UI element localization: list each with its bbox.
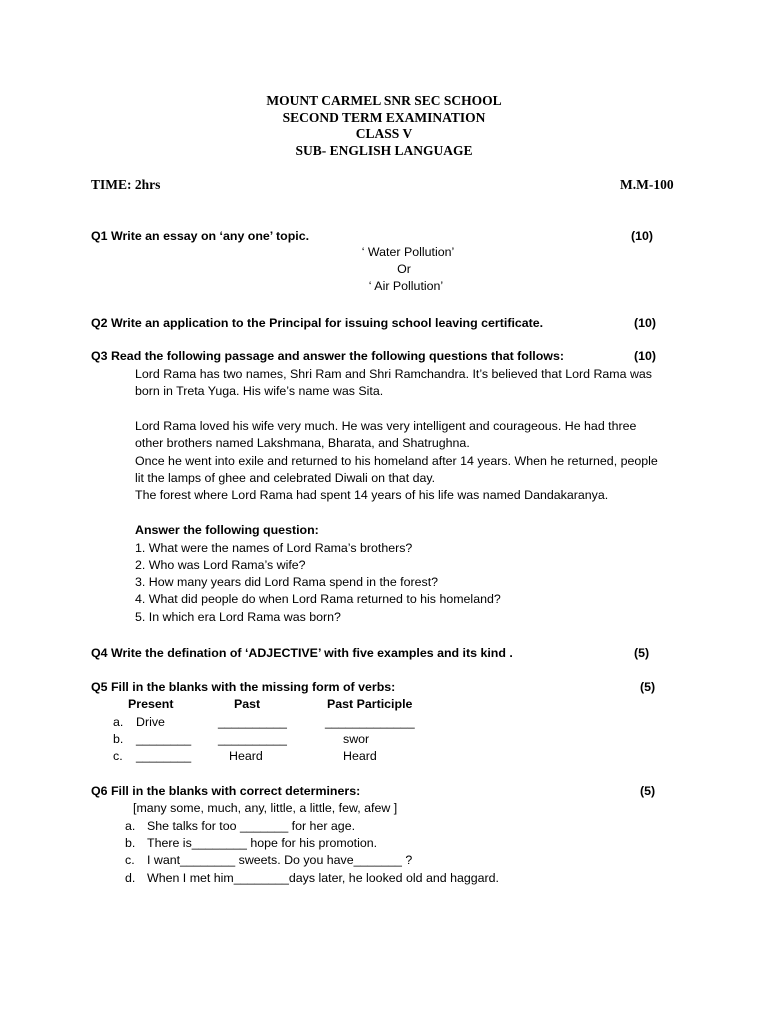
q1-marks: (10) xyxy=(631,229,654,243)
determiner-options: [many some, much, any, little, a little, few, afew ] xyxy=(133,801,398,815)
passage-line: other brothers named Lakshmana, Bharata, and Shatrughna. xyxy=(135,436,470,450)
verb-present: ________ xyxy=(136,749,192,763)
exam-title: SECOND TERM EXAMINATION xyxy=(282,110,486,125)
q1-or: Or xyxy=(397,262,411,276)
passage-line: The forest where Lord Rama had spent 14 years of his life was named Dandakaranya. xyxy=(135,488,609,502)
passage-line: Lord Rama has two names, Shri Ram and Shri Ramchandra. It’s believed that Lord Rama was xyxy=(135,367,652,381)
verb-past: __________ xyxy=(218,732,287,746)
passage-line: born in Treta Yuga. His wife’s name was Sita. xyxy=(135,384,384,398)
verb-participle: Heard xyxy=(343,749,377,763)
time-label: TIME: 2hrs xyxy=(91,177,161,192)
q1-topic-1: ‘ Water Pollution’ xyxy=(361,245,455,259)
col-header-participle: Past Participle xyxy=(327,697,413,711)
q3-text: Q3 Read the following passage and answer the following questions that follows: xyxy=(91,349,564,363)
verb-past: Heard xyxy=(229,749,263,763)
item-label: d. xyxy=(125,871,136,885)
verb-participle: _____________ xyxy=(325,715,415,729)
q3-marks: (10) xyxy=(634,349,657,363)
q5-marks: (5) xyxy=(640,680,656,694)
verb-past: __________ xyxy=(218,715,287,729)
verb-present: ________ xyxy=(136,732,192,746)
q4-text: Q4 Write the defination of ‘ADJECTIVE’ with five examples and its kind . xyxy=(91,646,513,660)
question-item: 1. What were the names of Lord Rama’s brothers? xyxy=(135,541,413,555)
item-label: c. xyxy=(125,853,135,867)
subject-label: SUB- ENGLISH LANGUAGE xyxy=(295,143,473,158)
fill-item: There is________ hope for his promotion. xyxy=(147,836,378,850)
row-label: b. xyxy=(113,732,124,746)
item-label: a. xyxy=(125,819,136,833)
q1-topic-2: ‘ Air Pollution’ xyxy=(368,279,444,293)
question-item: 3. How many years did Lord Rama spend in the forest? xyxy=(135,575,439,589)
fill-item: I want________ sweets. Do you have_______ ? xyxy=(147,853,413,867)
col-header-past: Past xyxy=(234,697,261,711)
class-label: CLASS V xyxy=(355,126,413,141)
q5-text: Q5 Fill in the blanks with the missing form of verbs: xyxy=(91,680,396,694)
q4-marks: (5) xyxy=(634,646,650,660)
passage-line: Once he went into exile and returned to his homeland after 14 years. When he returned, people xyxy=(135,454,658,468)
school-name: MOUNT CARMEL SNR SEC SCHOOL xyxy=(266,93,502,108)
item-label: b. xyxy=(125,836,136,850)
verb-participle: swor xyxy=(343,732,370,746)
max-marks: M.M-100 xyxy=(620,177,674,192)
answer-heading: Answer the following question: xyxy=(135,523,319,537)
question-item: 5. In which era Lord Rama was born? xyxy=(135,610,341,624)
q6-text: Q6 Fill in the blanks with correct determiners: xyxy=(91,784,361,798)
fill-item: She talks for too _______ for her age. xyxy=(147,819,356,833)
verb-present: Drive xyxy=(136,715,165,729)
q6-marks: (5) xyxy=(640,784,656,798)
question-item: 2. Who was Lord Rama’s wife? xyxy=(135,558,306,572)
passage-line: Lord Rama loved his wife very much. He was very intelligent and courageous. He had three xyxy=(135,419,637,433)
question-item: 4. What did people do when Lord Rama returned to his homeland? xyxy=(135,592,501,606)
row-label: a. xyxy=(113,715,124,729)
q2-marks: (10) xyxy=(634,316,657,330)
q1-text: Q1 Write an essay on ‘any one’ topic. xyxy=(91,229,310,243)
fill-item: When I met him________days later, he looked old and haggard. xyxy=(147,871,499,885)
row-label: c. xyxy=(113,749,123,763)
col-header-present: Present xyxy=(128,697,174,711)
passage-line: lit the lamps of ghee and celebrated Diwali on that day. xyxy=(135,471,436,485)
q2-text: Q2 Write an application to the Principal for issuing school leaving certificate. xyxy=(91,316,544,330)
